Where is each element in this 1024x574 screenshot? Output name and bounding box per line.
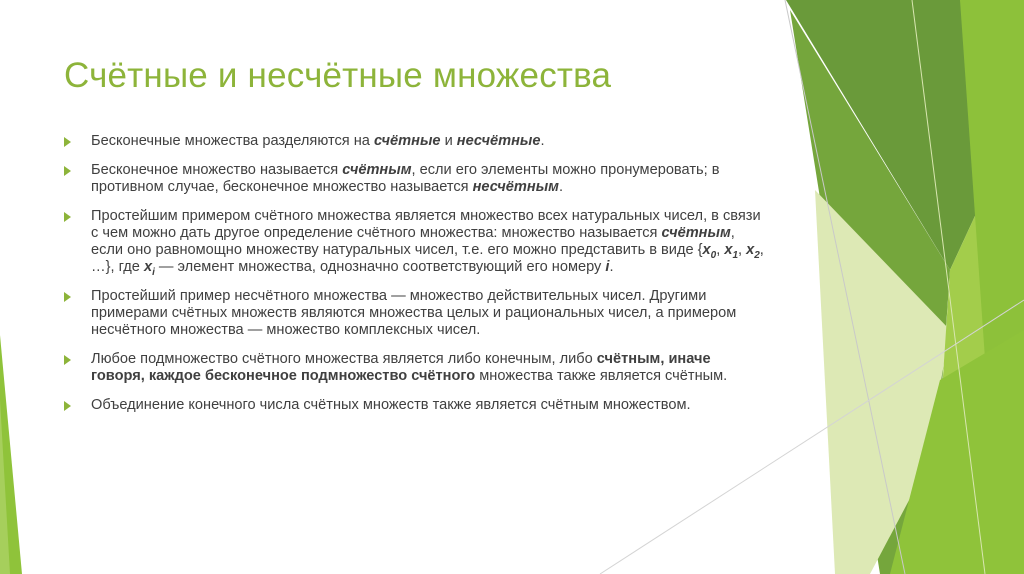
bullet-text: . (558, 179, 564, 195)
bullet-item (64, 208, 764, 276)
slide-title: Счётные и несчётные множества (64, 56, 612, 95)
term-countable: счётным (342, 162, 412, 178)
math-subscript: 1 (732, 249, 738, 261)
bullet-item (64, 351, 764, 385)
math-i: i (605, 259, 610, 275)
math-subscript: 0 (710, 249, 717, 261)
bullet-text: , если его элементы можно пронумеровать; в противном случае, бесконечное множество называется (91, 162, 720, 195)
bullet-item (64, 397, 764, 414)
math-x: x (702, 242, 711, 258)
bullet-text: и (440, 133, 457, 149)
term-uncountable: несчётным (472, 179, 559, 195)
bullet-text: Любое подмножество счётного множества является либо конечным, либо (91, 351, 597, 367)
bullet-item (64, 133, 764, 150)
triangle-arrow-icon (64, 355, 71, 365)
bullet-item (64, 288, 764, 339)
math-x: x (143, 259, 153, 275)
bullet-text-bold: счётным, иначе говоря, каждое бесконечное подмножество счётного (91, 351, 711, 384)
bullet-text: — элемент множества, однозначно соответствующий его номеру (154, 259, 606, 275)
bullet-text: Простейшим примером счётного множества является множество всех натуральных чисел, в связи с чем можно дать другое определение счётного множества: множество называется (91, 208, 761, 241)
bullet-text: , (716, 242, 725, 258)
bullet-text: , …}, где (91, 242, 764, 275)
bullet-item (64, 162, 764, 196)
math-subscript: i (152, 266, 155, 278)
triangle-arrow-icon (64, 212, 71, 222)
bullet-text: Бесконечное множество называется (91, 162, 343, 178)
math-x: x (746, 242, 755, 258)
triangle-arrow-icon (64, 401, 71, 411)
bullet-list (64, 133, 764, 426)
bullet-text: , если оно равномощно множеству натуральных чисел, т.е. его можно представить в виде { (91, 225, 735, 258)
triangle-arrow-icon (64, 292, 71, 302)
bullet-text: . (609, 259, 614, 275)
term-countable: счётным (661, 225, 731, 241)
bullet-text: Объединение конечного числа счётных множеств также является счётным множеством. (91, 397, 691, 413)
term-countable: счётные (373, 133, 441, 149)
bullet-text: множества также является счётным. (475, 368, 728, 384)
math-x: x (724, 242, 733, 258)
bullet-text: Бесконечные множества разделяются на (91, 133, 374, 149)
term-uncountable: несчётные (456, 133, 541, 149)
bullet-text: , (738, 242, 747, 258)
bullet-text: Простейший пример несчётного множества — множество действительных чисел. Другими примерами счётных множеств являются множества целых и рациональных чисел, а примером несчётного множества — множество комплексных чисел. (91, 288, 737, 338)
math-subscript: 2 (754, 249, 760, 261)
triangle-arrow-icon (64, 166, 71, 176)
bullet-text: . (540, 133, 545, 149)
triangle-arrow-icon (64, 137, 71, 147)
